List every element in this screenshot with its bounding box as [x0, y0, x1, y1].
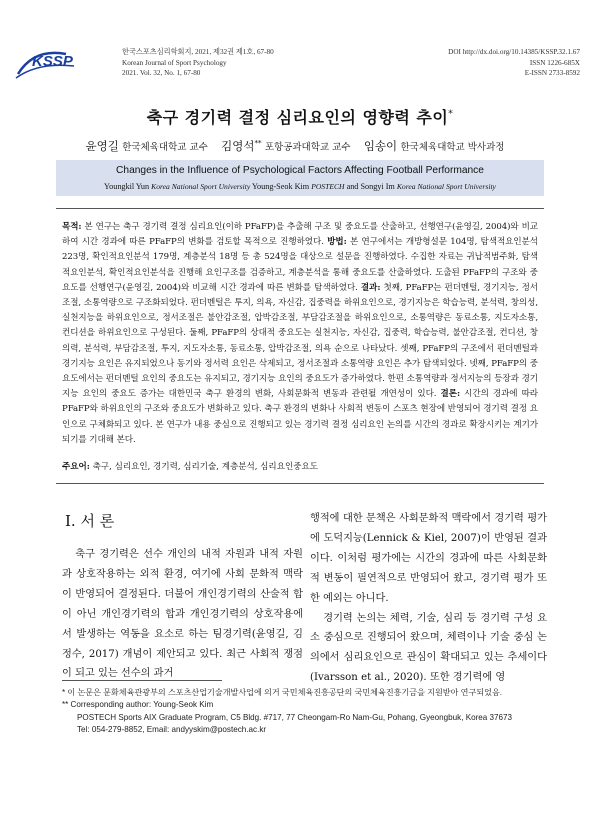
author-address: POSTECH Sports AIX Graduate Program, C5 Bldg. #717, 77 Cheongam-Ro Nam-Gu, Pohang, Gyeongbuk, Korea 37673 — [77, 712, 513, 722]
issn: ISSN 1226-685X — [529, 58, 580, 67]
eissn: E-ISSN 2733-8592 — [524, 69, 580, 77]
funding-note: * 이 논문은 문화체육관광부의 스포츠산업기술개발사업에 의거 국민체육진흥공단의 국민체육진흥기금을 지원받아 연구되었음. — [62, 688, 503, 697]
paper-title-ko: 축구 경기력 결정 심리요인의 영향력 추이* — [146, 108, 454, 127]
journal-logo — [14, 44, 114, 84]
doi: DOI http://dx.doi.org/10.14385/KSSP.32.1.67 — [448, 48, 580, 56]
author-contact: Tel: 054-279-8852, Email: andyyskim@postech.ac.kr — [77, 725, 267, 735]
logo-text: KSSP — [32, 53, 73, 70]
identifier-info — [448, 47, 580, 79]
author-affiliation: 한국체육대학교 박사과정 — [400, 142, 505, 153]
author-name: 김영석 — [221, 139, 255, 153]
journal-ko: 한국스포츠심리학회지, 2021, 제32권 제1호, 67-80 — [122, 48, 274, 56]
keywords: 주요어: 축구, 심리요인, 경기력, 심리기술, 계층분석, 심리요인중요도 — [62, 462, 318, 472]
paper-title-en: Changes in the Influence of Psychological Factors Affecting Football Performance — [116, 165, 484, 176]
author-name: 윤영길 — [85, 139, 119, 153]
title-footnote-mark: * — [448, 109, 454, 120]
author-affiliation: 한국체육대학교 교수 — [122, 142, 208, 153]
intro-paragraph: 축구 경기력은 선수 개인의 내적 자원과 내적 자원과 상호작용하는 외적 환경, 여기에 사회 문화적 맥락이 반영되어 결정된다. 더불어 개인경기력의 산술적 합이 아닌 개인경기력의 합과 개인경기력의 상호작용에서 발생하는 역동을 요소로 하는 팀경기력(윤영길, 김정수, 2017) 개념이 제안되고 있다. 최근 사회적 쟁점이 되고 있는 선수의 과거 — [62, 549, 303, 680]
section-heading: Ⅰ. 서 론 — [65, 512, 115, 530]
authors-en: Youngkil Yun Korea National Sport University Young-Seok Kim POSTECH and Songyi Im Korea National Sport University — [104, 182, 496, 191]
authors-ko — [0, 138, 600, 154]
journal-info — [122, 47, 274, 79]
author-name: 임송이 — [363, 139, 398, 153]
intro-paragraph: 경기력 논의는 체력, 기술, 심리 등 경기력 구성 요소 중심으로 진행되어 왔으며, 체력이나 기술 중심 논의에서 심리요인으로 관심이 확대되고 있는 추세이다(Ivarsson et al., 2020). 또한 경기력에 영 — [310, 612, 547, 684]
abstract: 목적: 본 연구는 축구 경기력 결정 심리요인(이하 PFaFP)을 추출해 구조 및 중요도를 산출하고, 선행연구(윤영길, 2004)와 비교하여 시간 경과에 따른 PFaFP의 변화를 검토할 목적으로 진행하였다. 방법: 본 연구에서는 개방형설문 104명, 탐색적요인분석 223명, 확인적요인분석 179명, 계층분석 18명 등 총 524명을 대상으로 설문을 진행하였다. 수집한 자료는 귀납적범주화, 탐색적요인분석, 확인적요인분석을 진행해 요인구조를 검증하고, 계층분석을 통해 중요도를 산출하였다. 도출된 PFaFP의 구조와 중요도를 선행연구(윤영길, 2004)와 비교해 시간 경과에 따른 변화를 탐색하였다. 결과: 첫째, PFaFP는 펀더멘털, 경기지능, 정서조절, 소통역량으로 구조화되었다. 펀더멘털은 투지, 의욕, 자신감, 집중력을 하위요인으로, 경기지능은 학습능력, 분석력, 창의성, 실천지능을 하위요인으로, 정서조절은 불안감조절, 압박감조절, 부담감조절을 하위요인으로, 소통역량은 동료소통, 지도자소통, 컨디션을 하위요인으로 구성된다. 둘째, PFaFP의 상대적 중요도는 실천지능, 자신감, 집중력, 학습능력, 불안감조절, 컨디션, 창의력, 분석력, 부담감조절, 투지, 지도자소통, 동료소통, 압박감조절, 의욕 순으로 나타났다. 셋째, PFaFP의 구조에서 펀더멘털과 경기지능 요인은 유지되었으나 동기와 정서력 요인은 삭제되고, 정서조절과 소통역량 요인은 추가 탐색되었다. 넷째, PFaFP의 중요도에서는 펀더멘털 요인의 중요도는 유지되고, 경기지능 요인의 중요도가 증가하였다. 한편 소통역량과 정서지능의 등장과 경기지능 요인의 중요도 증가는 대한민국 축구 환경의 변화, 사회문화적 변동과 관련될 개연성이 있다. 결론: 시간의 경과에 따라 PFaFP와 하위요인의 구조와 중요도가 변화하고 있다. 축구 환경의 변화나 사회적 변동이 스포츠 현장에 반영되어 경기력 결정 요인으로 구체화되고 있다. 본 연구가 내용 중심으로 진행되고 있는 경기력 결정 심리요인 논의를 시간의 경과로 확장시키는 계기가 되기를 기대해 본다. — [62, 222, 539, 445]
journal-volume: 2021. Vol. 32, No. 1, 67-80 — [122, 69, 201, 77]
author-affiliation: 포항공과대학교 교수 — [264, 142, 351, 153]
divider — [56, 208, 544, 209]
divider — [56, 483, 544, 484]
intro-right-column — [310, 509, 547, 688]
journal-en: Korean Journal of Sport Psychology — [122, 58, 227, 67]
corresponding-mark: ** — [254, 139, 262, 148]
intro-paragraph: 행적에 대한 문책은 사회문화적 맥락에서 경기력 평가에 도덕지능(Lennick & Kiel, 2007)이 반영된 결과이다. 이처럼 평가에는 시간의 경과에 따른 사회문화적 변동이 필연적으로 반영되어 왔고, 경기력 평가 또한 예외는 아니다. — [310, 513, 547, 604]
footnotes — [62, 687, 552, 737]
footnote-divider — [62, 680, 222, 681]
corresponding-author: ** Corresponding author: Young-Seok Kim — [62, 700, 214, 710]
